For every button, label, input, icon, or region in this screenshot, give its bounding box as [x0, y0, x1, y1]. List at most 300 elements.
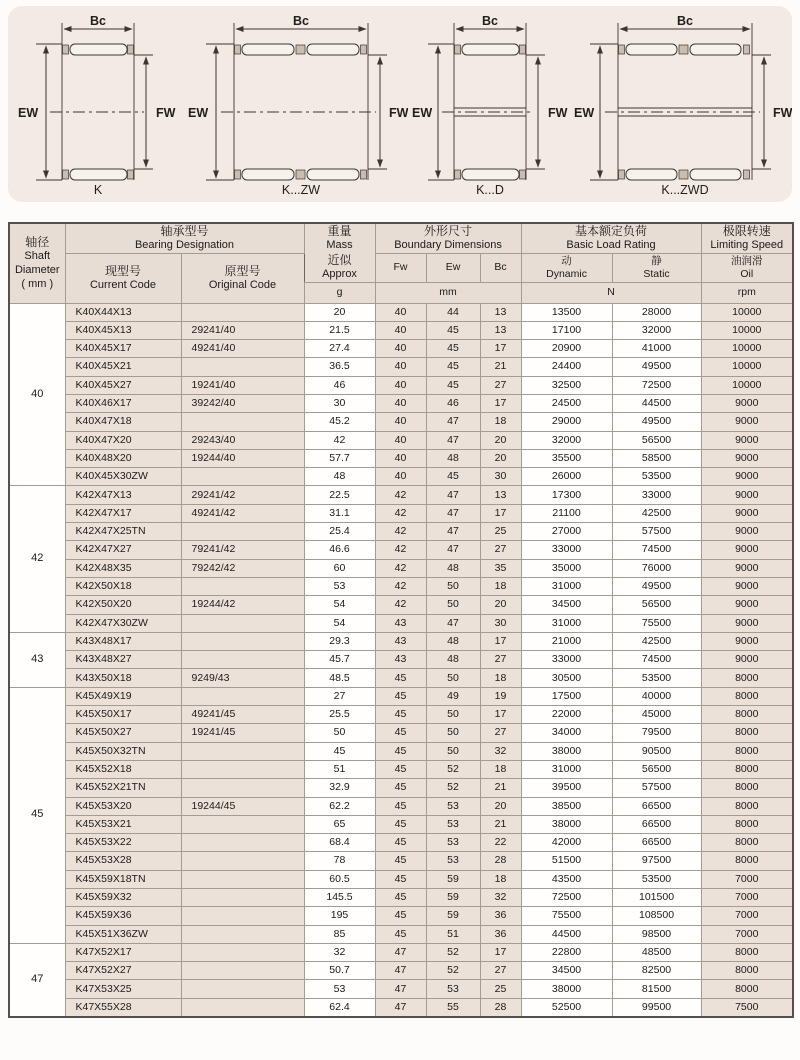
dynamic-load-cell: 31000	[521, 614, 612, 632]
original-code-cell: 19244/40	[181, 449, 304, 467]
current-code-cell: K42X47X25TN	[65, 523, 181, 541]
ew-cell: 52	[426, 760, 480, 778]
fw-cell: 42	[375, 559, 426, 577]
limiting-speed-cell: 8000	[701, 760, 793, 778]
static-load-cell: 49500	[612, 358, 701, 376]
current-code-cell: K42X50X18	[65, 577, 181, 595]
limiting-speed-cell: 10000	[701, 340, 793, 358]
original-code-cell	[181, 834, 304, 852]
current-code-cell: K40X45X17	[65, 340, 181, 358]
fw-cell: 45	[375, 706, 426, 724]
limiting-speed-cell: 8000	[701, 943, 793, 961]
mass-cell: 25.5	[304, 706, 375, 724]
current-code-cell: K45X50X17	[65, 706, 181, 724]
mass-zh: 重量	[327, 224, 352, 238]
bc-cell: 32	[480, 889, 521, 907]
table-row	[9, 724, 793, 742]
limiting-speed-cell: 9000	[701, 486, 793, 504]
ew-cell: 53	[426, 815, 480, 833]
bearing-table	[8, 222, 794, 1018]
dynamic-load-cell: 34500	[521, 962, 612, 980]
original-code-cell: 49241/42	[181, 504, 304, 522]
static-load-cell: 40000	[612, 687, 701, 705]
dynamic-load-cell: 38000	[521, 980, 612, 998]
limiting-speed-cell: 9000	[701, 541, 793, 559]
header-ew: Ew	[426, 253, 480, 282]
mass-en: Mass	[326, 239, 353, 251]
fw-cell: 40	[375, 449, 426, 467]
bc-cell: 21	[480, 358, 521, 376]
dynamic-load-cell: 34500	[521, 596, 612, 614]
original-code-cell: 79241/42	[181, 541, 304, 559]
dim-label-bc: Bc	[90, 14, 106, 28]
table-row	[9, 943, 793, 961]
dynamic-load-cell: 29000	[521, 413, 612, 431]
dynamic-load-cell: 34000	[521, 724, 612, 742]
table-row	[9, 760, 793, 778]
fw-cell: 45	[375, 870, 426, 888]
original-code-cell	[181, 523, 304, 541]
static-load-cell: 32000	[612, 321, 701, 339]
mass-cell: 29.3	[304, 632, 375, 650]
static-load-cell: 66500	[612, 797, 701, 815]
header-row-subtitles	[9, 253, 793, 282]
mass-cell: 60.5	[304, 870, 375, 888]
limiting-speed-cell: 9000	[701, 559, 793, 577]
header-boundary-dimensions	[375, 223, 521, 253]
original-code-cell	[181, 614, 304, 632]
mass-cell: 195	[304, 907, 375, 925]
ew-cell: 45	[426, 358, 480, 376]
current-code-en: Current Code	[89, 278, 157, 291]
current-code-cell: K43X50X18	[65, 669, 181, 687]
dynamic-load-cell: 27000	[521, 523, 612, 541]
table-row	[9, 779, 793, 797]
dim-label-bc: Bc	[293, 14, 309, 28]
bc-cell: 30	[480, 614, 521, 632]
bc-cell: 17	[480, 706, 521, 724]
table-row	[9, 596, 793, 614]
bc-cell: 20	[480, 431, 521, 449]
static-load-cell: 74500	[612, 651, 701, 669]
dynamic-load-cell: 31000	[521, 760, 612, 778]
fw-cell: 40	[375, 340, 426, 358]
ew-cell: 53	[426, 797, 480, 815]
original-code-cell	[181, 889, 304, 907]
bearing-diagram-k	[16, 13, 186, 197]
header-basic-load-rating	[521, 223, 701, 253]
table-row	[9, 559, 793, 577]
current-code-cell: K40X45X13	[65, 321, 181, 339]
static-load-cell: 45000	[612, 706, 701, 724]
dynamic-load-cell: 17300	[521, 486, 612, 504]
limiting-speed-cell: 7500	[701, 998, 793, 1017]
ew-cell: 48	[426, 632, 480, 650]
mass-cell: 42	[304, 431, 375, 449]
table-row	[9, 962, 793, 980]
shaft-diameter-unit: ( mm )	[21, 277, 54, 290]
limiting-speed-cell: 10000	[701, 358, 793, 376]
bc-cell: 32	[480, 742, 521, 760]
original-code-cell	[181, 760, 304, 778]
bc-cell: 13	[480, 321, 521, 339]
original-code-cell: 29243/40	[181, 431, 304, 449]
bc-cell: 21	[480, 779, 521, 797]
mass-cell: 60	[304, 559, 375, 577]
table-body	[9, 303, 793, 1017]
bc-cell: 22	[480, 834, 521, 852]
ew-cell: 53	[426, 980, 480, 998]
mass-cell: 57.7	[304, 449, 375, 467]
original-code-cell	[181, 651, 304, 669]
static-load-cell: 33000	[612, 486, 701, 504]
bc-cell: 28	[480, 998, 521, 1017]
fw-cell: 43	[375, 632, 426, 650]
bc-cell: 36	[480, 925, 521, 943]
current-code-cell: K40X45X27	[65, 376, 181, 394]
limiting-speed-cell: 9000	[701, 596, 793, 614]
original-code-cell	[181, 815, 304, 833]
static-load-cell: 81500	[612, 980, 701, 998]
original-code-cell: 39242/40	[181, 394, 304, 412]
dim-label-fw: FW	[156, 106, 176, 120]
bc-cell: 17	[480, 943, 521, 961]
bc-cell: 25	[480, 523, 521, 541]
limiting-speed-cell: 8000	[701, 742, 793, 760]
current-code-cell: K45X52X21TN	[65, 779, 181, 797]
fw-cell: 45	[375, 779, 426, 797]
mass-cell: 53	[304, 577, 375, 595]
mass-zh2: 近似	[327, 252, 352, 267]
current-code-cell: K40X47X20	[65, 431, 181, 449]
header-bearing-designation	[65, 223, 304, 253]
table-row	[9, 358, 793, 376]
header-unit-g: g	[304, 282, 375, 303]
ew-cell: 52	[426, 779, 480, 797]
current-code-cell: K42X47X13	[65, 486, 181, 504]
static-load-cell: 66500	[612, 815, 701, 833]
original-code-cell: 29241/40	[181, 321, 304, 339]
fw-cell: 45	[375, 760, 426, 778]
bearing-diagram-panel	[8, 6, 792, 202]
mass-cell: 32	[304, 943, 375, 961]
ew-cell: 59	[426, 870, 480, 888]
table-row	[9, 504, 793, 522]
dynamic-load-cell: 31000	[521, 577, 612, 595]
mass-cell: 20	[304, 303, 375, 321]
current-code-cell: K43X48X17	[65, 632, 181, 650]
designation-en: Bearing Designation	[134, 239, 235, 251]
dynamic-load-cell: 44500	[521, 925, 612, 943]
fw-cell: 45	[375, 742, 426, 760]
static-load-cell: 49500	[612, 577, 701, 595]
table-row	[9, 889, 793, 907]
fw-cell: 43	[375, 651, 426, 669]
limiting-speed-cell: 8000	[701, 706, 793, 724]
current-code-cell: K45X53X28	[65, 852, 181, 870]
original-code-cell	[181, 413, 304, 431]
mass-cell: 45.7	[304, 651, 375, 669]
fw-cell: 42	[375, 523, 426, 541]
fw-cell: 43	[375, 614, 426, 632]
mass-cell: 50.7	[304, 962, 375, 980]
shaft-diameter-cell: 45	[9, 687, 65, 943]
dynamic-load-cell: 21000	[521, 632, 612, 650]
fw-cell: 42	[375, 504, 426, 522]
ew-cell: 47	[426, 541, 480, 559]
table-row	[9, 449, 793, 467]
bc-cell: 18	[480, 577, 521, 595]
mass-cell: 65	[304, 815, 375, 833]
ew-cell: 48	[426, 449, 480, 467]
dynamic-load-cell: 32500	[521, 376, 612, 394]
limiting-speed-cell: 8000	[701, 669, 793, 687]
static-load-cell: 58500	[612, 449, 701, 467]
ew-cell: 49	[426, 687, 480, 705]
ew-cell: 52	[426, 943, 480, 961]
dynamic-load-cell: 24400	[521, 358, 612, 376]
static-load-cell: 56500	[612, 760, 701, 778]
limiting-speed-cell: 9000	[701, 632, 793, 650]
limiting-speed-cell: 8000	[701, 815, 793, 833]
original-code-cell	[181, 358, 304, 376]
current-code-cell: K40X45X30ZW	[65, 468, 181, 486]
original-code-cell	[181, 870, 304, 888]
static-load-cell: 42500	[612, 504, 701, 522]
bc-cell: 13	[480, 486, 521, 504]
dynamic-load-cell: 22000	[521, 706, 612, 724]
dim-label-bc: Bc	[677, 14, 693, 28]
mass-cell: 45	[304, 742, 375, 760]
bc-cell: 18	[480, 669, 521, 687]
original-code-cell: 49241/40	[181, 340, 304, 358]
static-load-cell: 82500	[612, 962, 701, 980]
header-current-code	[65, 253, 181, 303]
static-load-cell: 28000	[612, 303, 701, 321]
fw-cell: 45	[375, 687, 426, 705]
load-en: Basic Load Rating	[566, 239, 656, 251]
original-code-cell	[181, 303, 304, 321]
static-load-cell: 98500	[612, 925, 701, 943]
table-row	[9, 742, 793, 760]
original-code-cell: 29241/42	[181, 486, 304, 504]
ew-cell: 47	[426, 413, 480, 431]
dim-label-ew: EW	[188, 106, 209, 120]
shaft-diameter-en2: Diameter	[14, 263, 60, 276]
current-code-cell: K45X59X18TN	[65, 870, 181, 888]
dynamic-load-cell: 35500	[521, 449, 612, 467]
header-oil	[701, 253, 793, 282]
table-row	[9, 706, 793, 724]
ew-cell: 46	[426, 394, 480, 412]
current-code-cell: K45X49X19	[65, 687, 181, 705]
diagram-name-kd: K...D	[476, 183, 504, 197]
fw-cell: 40	[375, 303, 426, 321]
mass-cell: 46	[304, 376, 375, 394]
fw-cell: 40	[375, 431, 426, 449]
fw-cell: 42	[375, 486, 426, 504]
mass-en2: Approx	[322, 267, 357, 280]
current-code-cell: K45X50X32TN	[65, 742, 181, 760]
ew-cell: 59	[426, 907, 480, 925]
limiting-speed-cell: 7000	[701, 870, 793, 888]
static-load-cell: 56500	[612, 431, 701, 449]
original-code-cell	[181, 687, 304, 705]
original-code-cell: 19241/45	[181, 724, 304, 742]
dynamic-load-cell: 17100	[521, 321, 612, 339]
ew-cell: 47	[426, 614, 480, 632]
bc-cell: 18	[480, 760, 521, 778]
bearing-diagram-kzwd	[574, 13, 792, 197]
fw-cell: 42	[375, 541, 426, 559]
bc-cell: 27	[480, 962, 521, 980]
mass-cell: 22.5	[304, 486, 375, 504]
limiting-speed-cell: 8000	[701, 852, 793, 870]
dynamic-load-cell: 75500	[521, 907, 612, 925]
static-load-cell: 56500	[612, 596, 701, 614]
fw-cell: 45	[375, 852, 426, 870]
mass-cell: 62.4	[304, 998, 375, 1017]
fw-cell: 45	[375, 889, 426, 907]
original-code-cell	[181, 962, 304, 980]
oil-zh: 油润滑	[731, 254, 763, 267]
table-row	[9, 431, 793, 449]
bearing-table-wrapper	[8, 222, 792, 1018]
fw-cell: 47	[375, 980, 426, 998]
boundary-zh: 外形尺寸	[424, 224, 473, 238]
table-row	[9, 870, 793, 888]
fw-cell: 40	[375, 321, 426, 339]
mass-cell: 68.4	[304, 834, 375, 852]
fw-cell: 45	[375, 724, 426, 742]
current-code-cell: K43X48X27	[65, 651, 181, 669]
original-code-en: Original Code	[208, 278, 277, 291]
bc-cell: 27	[480, 376, 521, 394]
current-code-zh: 现型号	[104, 263, 141, 278]
ew-cell: 51	[426, 925, 480, 943]
bc-cell: 17	[480, 504, 521, 522]
dynamic-load-cell: 21100	[521, 504, 612, 522]
limiting-speed-cell: 9000	[701, 394, 793, 412]
table-row	[9, 852, 793, 870]
table-row	[9, 797, 793, 815]
ew-cell: 47	[426, 523, 480, 541]
limiting-speed-cell: 8000	[701, 687, 793, 705]
static-zh: 静	[651, 254, 662, 267]
current-code-cell: K47X55X28	[65, 998, 181, 1017]
fw-cell: 45	[375, 907, 426, 925]
table-row	[9, 541, 793, 559]
original-code-cell	[181, 925, 304, 943]
static-load-cell: 72500	[612, 376, 701, 394]
header-unit-mm: mm	[375, 282, 521, 303]
limiting-speed-cell: 7000	[701, 889, 793, 907]
bc-cell: 25	[480, 980, 521, 998]
dynamic-load-cell: 72500	[521, 889, 612, 907]
table-row	[9, 340, 793, 358]
fw-cell: 42	[375, 596, 426, 614]
dynamic-load-cell: 24500	[521, 394, 612, 412]
fw-cell: 42	[375, 577, 426, 595]
dim-label-fw: FW	[548, 106, 568, 120]
dynamic-load-cell: 33000	[521, 541, 612, 559]
bc-cell: 36	[480, 907, 521, 925]
current-code-cell: K42X48X35	[65, 559, 181, 577]
ew-cell: 59	[426, 889, 480, 907]
bc-cell: 17	[480, 632, 521, 650]
current-code-cell: K42X47X30ZW	[65, 614, 181, 632]
dynamic-load-cell: 32000	[521, 431, 612, 449]
ew-cell: 50	[426, 577, 480, 595]
table-row	[9, 632, 793, 650]
current-code-cell: K45X51X36ZW	[65, 925, 181, 943]
bc-cell: 13	[480, 303, 521, 321]
static-load-cell: 53500	[612, 870, 701, 888]
ew-cell: 50	[426, 724, 480, 742]
dim-label-ew: EW	[412, 106, 433, 120]
dynamic-load-cell: 51500	[521, 852, 612, 870]
dynamic-load-cell: 22800	[521, 943, 612, 961]
bc-cell: 27	[480, 541, 521, 559]
table-row	[9, 669, 793, 687]
static-load-cell: 99500	[612, 998, 701, 1017]
original-code-cell: 49241/45	[181, 706, 304, 724]
current-code-cell: K42X47X27	[65, 541, 181, 559]
header-original-code	[181, 253, 304, 303]
limiting-speed-cell: 9000	[701, 468, 793, 486]
limiting-speed-cell: 10000	[701, 321, 793, 339]
header-unit-n: N	[521, 282, 701, 303]
dim-label-ew: EW	[574, 106, 595, 120]
static-load-cell: 53500	[612, 468, 701, 486]
static-load-cell: 79500	[612, 724, 701, 742]
fw-cell: 40	[375, 376, 426, 394]
designation-zh: 轴承型号	[160, 224, 209, 238]
static-load-cell: 57500	[612, 779, 701, 797]
ew-cell: 44	[426, 303, 480, 321]
original-code-cell	[181, 468, 304, 486]
dynamic-load-cell: 38500	[521, 797, 612, 815]
static-load-cell: 49500	[612, 413, 701, 431]
limiting-speed-cell: 7000	[701, 925, 793, 943]
bc-cell: 28	[480, 852, 521, 870]
fw-cell: 45	[375, 797, 426, 815]
diagram-name-kzwd: K...ZWD	[661, 183, 709, 197]
dim-label-fw: FW	[389, 106, 408, 120]
dynamic-zh: 动	[561, 254, 572, 267]
dynamic-load-cell: 38000	[521, 742, 612, 760]
limiting-speed-cell: 9000	[701, 431, 793, 449]
current-code-cell: K47X52X17	[65, 943, 181, 961]
mass-cell: 25.4	[304, 523, 375, 541]
speed-en: Limiting Speed	[710, 239, 784, 251]
limiting-speed-cell: 8000	[701, 779, 793, 797]
mass-cell: 51	[304, 760, 375, 778]
table-row	[9, 321, 793, 339]
bearing-diagram-kd	[412, 13, 572, 197]
fw-cell: 47	[375, 998, 426, 1017]
ew-cell: 52	[426, 962, 480, 980]
bc-cell: 19	[480, 687, 521, 705]
header-shaft-diameter	[9, 223, 65, 303]
limiting-speed-cell: 8000	[701, 724, 793, 742]
mass-cell: 32.9	[304, 779, 375, 797]
header-bc: Bc	[480, 253, 521, 282]
dynamic-en: Dynamic	[546, 267, 587, 280]
original-code-cell	[181, 998, 304, 1017]
dynamic-load-cell: 43500	[521, 870, 612, 888]
ew-cell: 53	[426, 852, 480, 870]
